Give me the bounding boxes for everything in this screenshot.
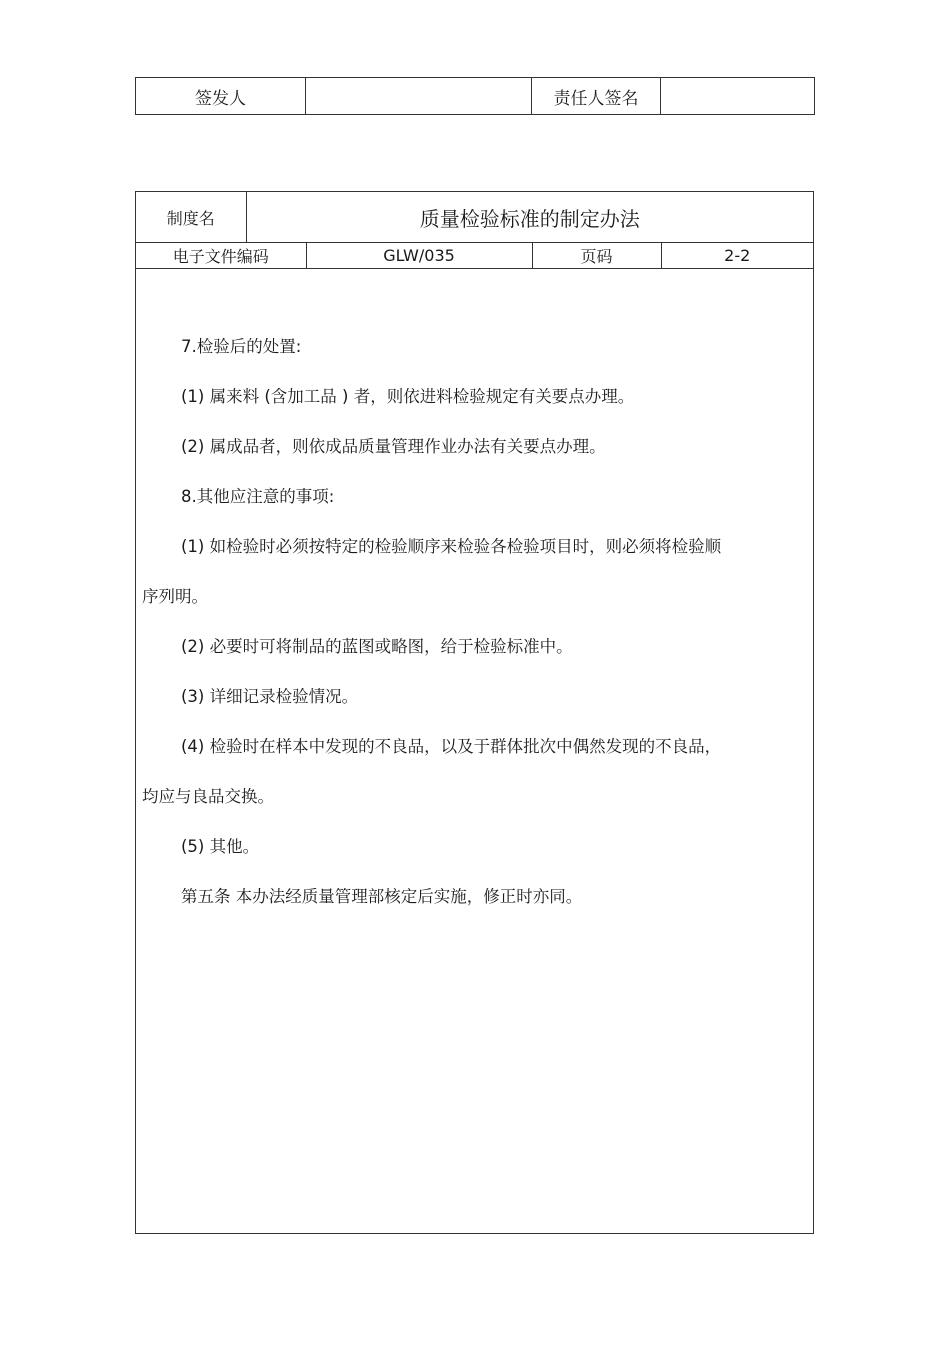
paragraph-continuation: 均应与良品交换。 bbox=[142, 787, 274, 806]
paragraph: 8.其他应注意的事项: bbox=[181, 487, 335, 506]
document-body bbox=[136, 322, 813, 922]
document-header-table bbox=[136, 192, 813, 269]
policy-name-label: 制度名 bbox=[136, 192, 246, 243]
document-title: 质量检验标准的制定办法 bbox=[246, 192, 813, 243]
paragraph: (1) 属来料 (含加工品 ) 者，则依进料检验规定有关要点办理。 bbox=[181, 387, 635, 406]
paragraph: (2) 属成品者，则依成品质量管理作业办法有关要点办理。 bbox=[181, 437, 606, 456]
issuer-label: 签发人 bbox=[136, 78, 306, 115]
article-five: 第五条 本办法经质量管理部核定后实施，修正时亦同。 bbox=[181, 887, 583, 906]
page-label: 页码 bbox=[532, 243, 661, 269]
paragraph: 7.检验后的处置: bbox=[181, 337, 302, 356]
responsible-signature-field[interactable] bbox=[661, 78, 815, 115]
document-frame bbox=[135, 191, 814, 1234]
paragraph: (4) 检验时在样本中发现的不良品，以及于群体批次中偶然发现的不良品， bbox=[181, 737, 722, 756]
paragraph-continuation: 序列明。 bbox=[142, 587, 208, 606]
paragraph: (2) 必要时可将制品的蓝图或略图，给于检验标准中。 bbox=[181, 637, 573, 656]
paragraph: (3) 详细记录检验情况。 bbox=[181, 687, 359, 706]
page-value: 2-2 bbox=[661, 243, 813, 269]
responsible-signature-label: 责任人签名 bbox=[532, 78, 661, 115]
file-code-label: 电子文件编码 bbox=[136, 243, 306, 269]
paragraph: (5) 其他。 bbox=[181, 837, 260, 856]
signature-table bbox=[135, 77, 815, 115]
issuer-field[interactable] bbox=[306, 78, 532, 115]
file-code-value: GLW∕035 bbox=[306, 243, 532, 269]
paragraph: (1) 如检验时必须按特定的检验顺序来检验各检验项目时，则必须将检验顺 bbox=[181, 537, 722, 556]
